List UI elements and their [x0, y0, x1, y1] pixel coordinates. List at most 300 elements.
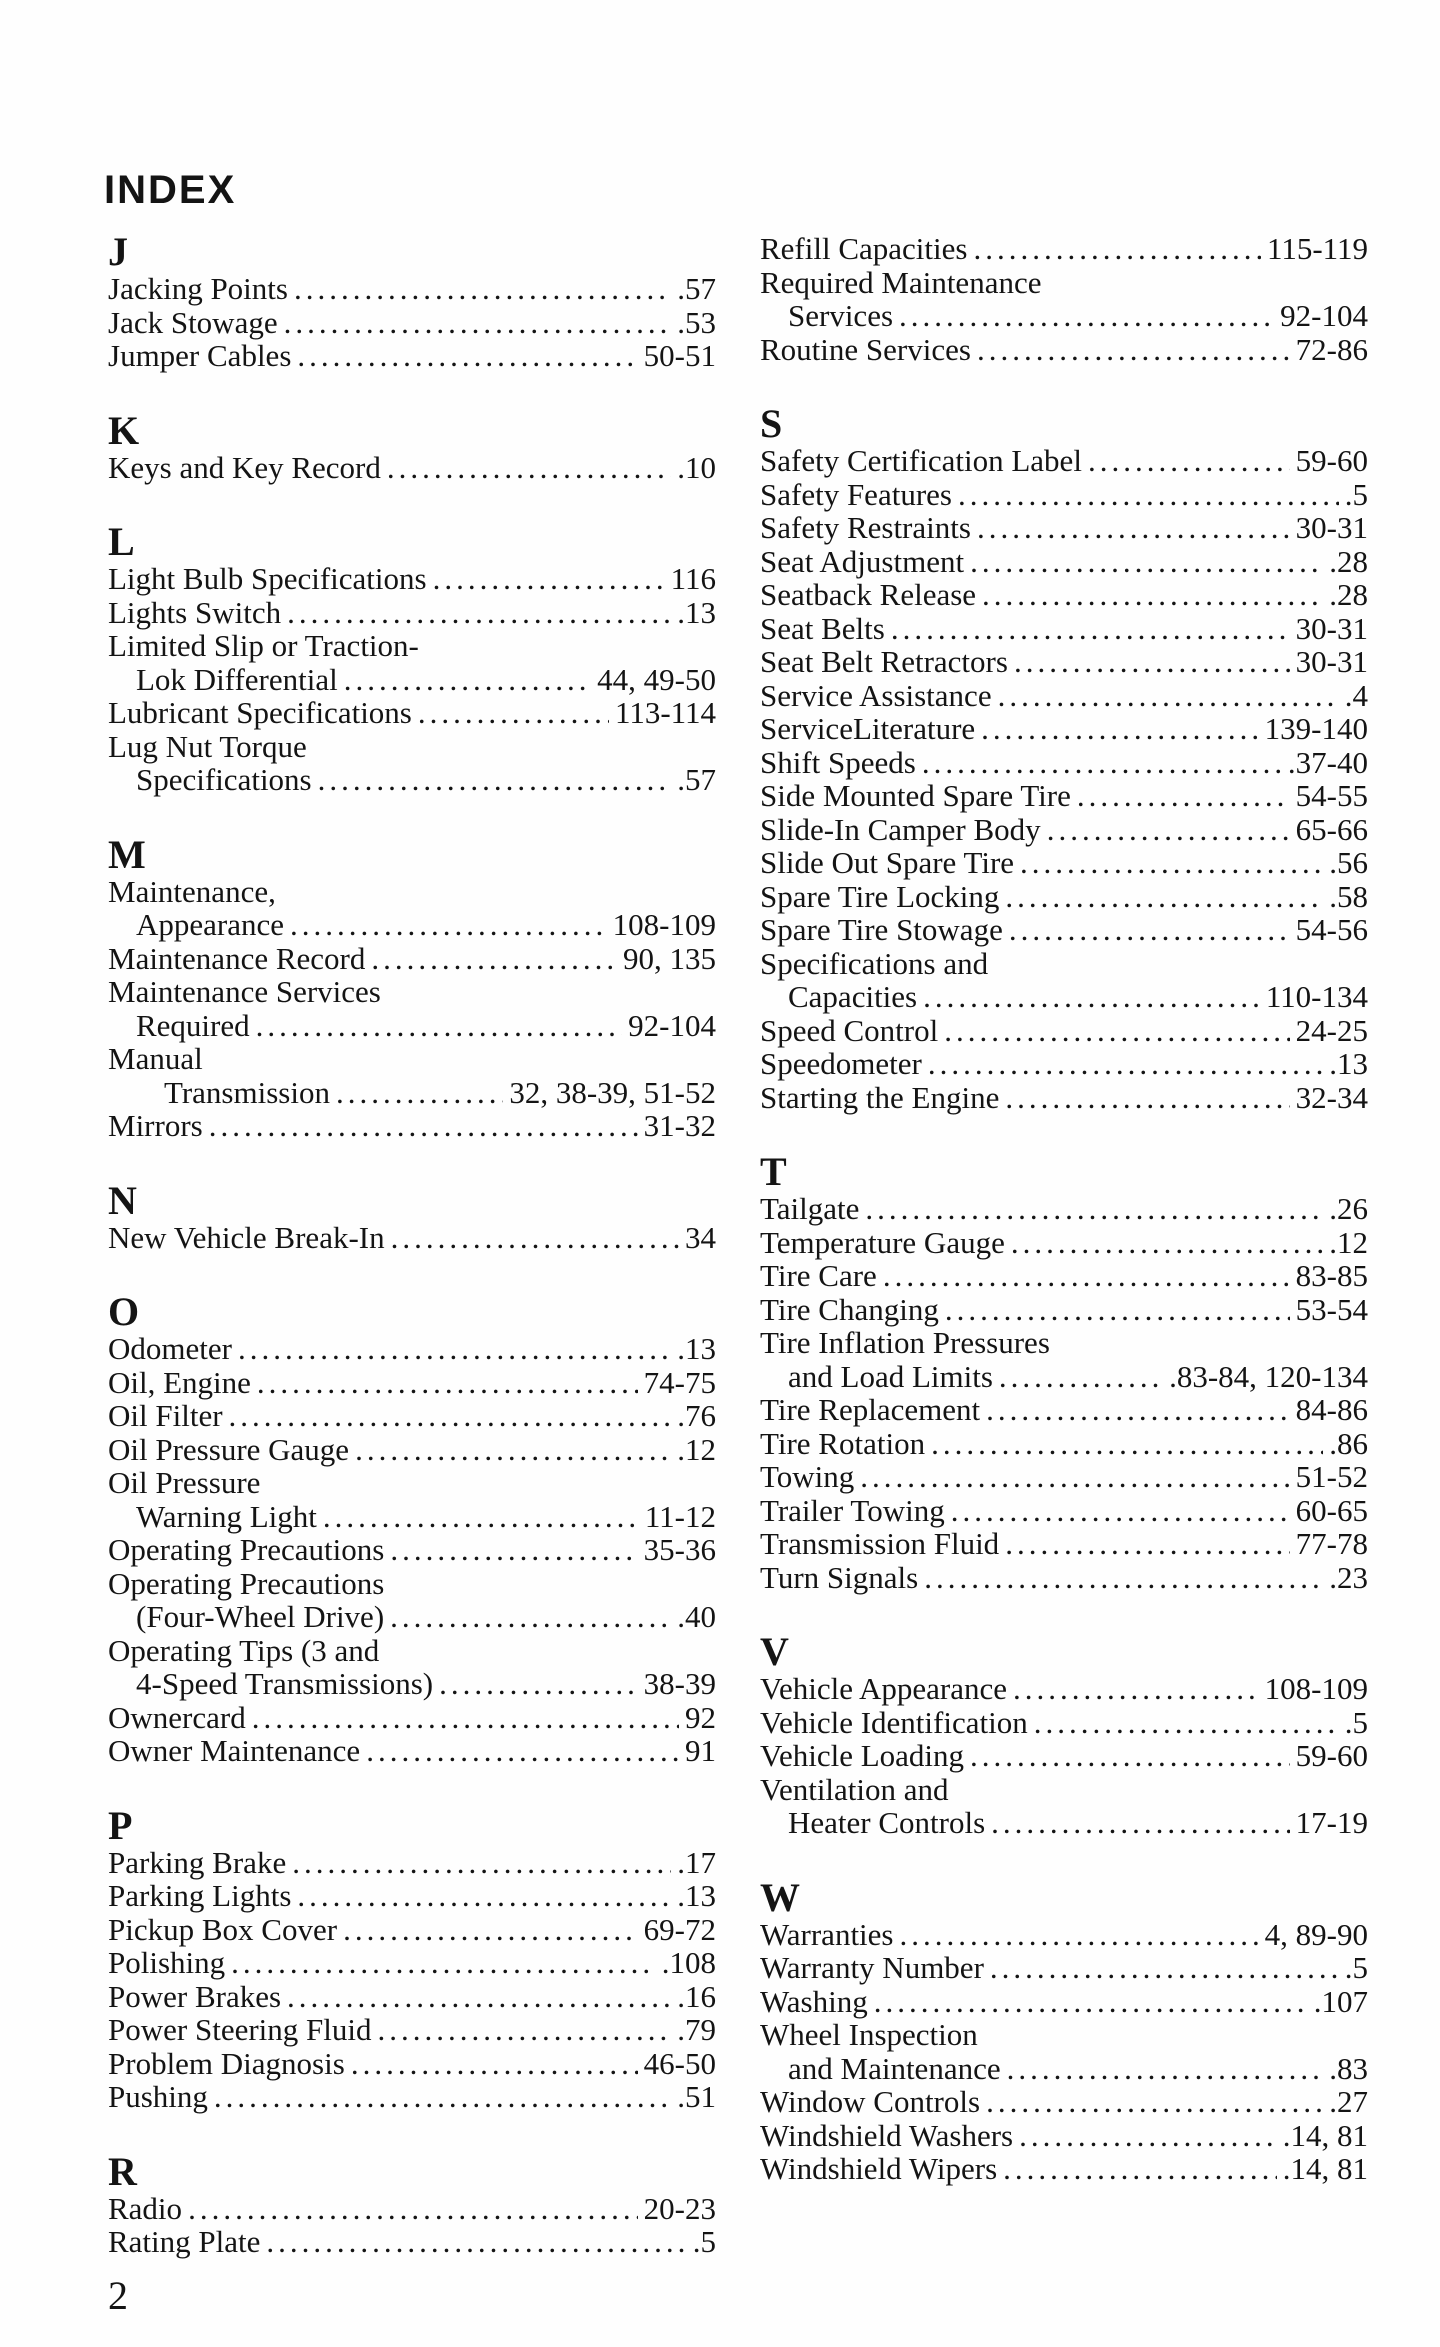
- entry-page-ref: 59-60: [1295, 443, 1368, 478]
- entry-label: Lubricant Specifications: [108, 695, 412, 730]
- section-letter: K: [108, 407, 140, 453]
- entry-label: Specifications: [136, 762, 312, 797]
- entry-page-ref: .53: [677, 304, 716, 340]
- index-entry: [108, 562, 716, 596]
- entry-page-ref: .5: [1344, 1950, 1368, 1985]
- entry-label: Polishing: [108, 1945, 226, 1980]
- entry-page-ref: 51-52: [1295, 1459, 1368, 1494]
- index-entry: [760, 779, 1368, 813]
- entry-label: Warranty Number: [760, 1950, 984, 1985]
- entry-page-ref: 83-85: [1295, 1258, 1368, 1293]
- index-entry: [760, 232, 1368, 266]
- dot-leader: [294, 272, 671, 306]
- index-section: [108, 831, 716, 1143]
- dot-leader: [1009, 913, 1290, 947]
- entry-label: Spare Tire Locking: [760, 878, 1000, 914]
- entry-label: Shift Speeds: [760, 744, 916, 780]
- entry-label: Side Mounted Spare Tire: [760, 778, 1071, 813]
- entry-label: Temperature Gauge: [760, 1224, 1005, 1260]
- dot-leader: [390, 1533, 637, 1567]
- entry-label: Operating Tips (3 and: [108, 1632, 380, 1668]
- index-section: [760, 1874, 1368, 2186]
- dot-leader: [923, 980, 1260, 1014]
- index-entry: [108, 875, 716, 942]
- entry-label: Vehicle Identification: [760, 1704, 1028, 1740]
- entry-page-ref: 92-104: [1280, 298, 1368, 333]
- entry-page-ref: 11-12: [644, 1498, 716, 1534]
- entry-label: Operating Precautions: [108, 1565, 385, 1601]
- dot-leader: [439, 1667, 638, 1701]
- entry-label: Slide Out Spare Tire: [760, 845, 1015, 880]
- entry-label: Maintenance Record: [108, 940, 366, 976]
- entry-label: Routine Services: [760, 331, 971, 367]
- entry-label: Heater Controls: [788, 1805, 986, 1840]
- entry-label: Spare Tire Stowage: [760, 912, 1003, 947]
- entry-label: Lok Differential: [136, 661, 338, 697]
- entry-page-ref: .58: [1329, 878, 1368, 914]
- entry-label: Parking Brake: [108, 1844, 287, 1880]
- index-entry: [108, 2225, 716, 2259]
- dot-leader: [860, 1460, 1289, 1494]
- entry-label: Seat Adjustment: [760, 543, 965, 579]
- entry-label: Services: [788, 298, 894, 333]
- index-entry: [760, 846, 1368, 880]
- entry-page-ref: .12: [677, 1431, 716, 1467]
- entry-label: Radio: [108, 2190, 183, 2226]
- dot-leader: [970, 545, 1323, 579]
- entry-label: Seat Belt Retractors: [760, 644, 1008, 679]
- index-entry: [760, 1259, 1368, 1293]
- entry-label: Washing: [760, 1983, 868, 2019]
- entry-page-ref: 17-19: [1295, 1805, 1368, 1840]
- index-entry: [108, 451, 716, 485]
- entry-page-ref: 65-66: [1295, 811, 1368, 847]
- entry-page-ref: 59-60: [1295, 1738, 1368, 1773]
- entry-page-ref: .57: [677, 271, 716, 306]
- index-entry: [108, 1634, 716, 1701]
- entry-page-ref: .51: [677, 2079, 716, 2114]
- index-entry: [108, 1042, 716, 1109]
- dot-leader: [290, 908, 607, 942]
- entry-page-ref: .4: [1344, 677, 1368, 713]
- section-letter: M: [108, 831, 146, 877]
- section-letter: V: [760, 1629, 789, 1674]
- entry-label: Pushing: [108, 2079, 208, 2114]
- index-entry: [108, 2192, 716, 2226]
- dot-leader: [990, 1951, 1339, 1985]
- index-entry: [760, 1918, 1368, 1952]
- entry-page-ref: 108-109: [612, 907, 716, 942]
- entry-page-ref: .107: [1313, 1983, 1368, 2019]
- entry-page-ref: 30-31: [1295, 610, 1368, 646]
- index-entry: [108, 1109, 716, 1143]
- section-letter: P: [108, 1802, 133, 1848]
- index-section: [108, 1177, 716, 1255]
- index-entry: [108, 629, 716, 696]
- dot-leader: [944, 1014, 1289, 1048]
- entry-page-ref: 46-50: [643, 2045, 716, 2081]
- index-entry: [108, 1946, 716, 1980]
- entry-label: Jumper Cables: [108, 338, 292, 373]
- dot-leader: [318, 763, 672, 797]
- entry-page-ref: .23: [1329, 1559, 1368, 1595]
- dot-leader: [1005, 880, 1323, 914]
- section-letter: N: [108, 1177, 137, 1223]
- entry-label: Keys and Key Record: [108, 449, 381, 485]
- page-number: 2: [108, 2273, 128, 2318]
- section-letter: R: [108, 2148, 137, 2194]
- entry-label: Tire Changing: [760, 1291, 939, 1327]
- dot-leader: [970, 1739, 1290, 1773]
- entry-label: Oil Filter: [108, 1398, 223, 1433]
- dot-leader: [1005, 1081, 1289, 1115]
- index-entry: [760, 1081, 1368, 1115]
- entry-page-ref: 115-119: [1266, 231, 1368, 266]
- dot-leader: [1019, 2119, 1277, 2153]
- index-section: [108, 2148, 716, 2259]
- entry-page-ref: .37-40: [1287, 744, 1368, 780]
- entry-label: Seatback Release: [760, 577, 977, 612]
- entry-page-ref: .14, 81: [1282, 2117, 1368, 2153]
- dot-leader: [891, 612, 1290, 646]
- entry-label: Ventilation and: [760, 1771, 949, 1807]
- entry-page-ref: 32-34: [1295, 1079, 1368, 1115]
- dot-leader: [287, 596, 671, 630]
- index-entry: [760, 2152, 1368, 2186]
- entry-label: Turn Signals: [760, 1559, 919, 1595]
- entry-label: New Vehicle Break-In: [108, 1219, 385, 1255]
- index-entry: [760, 1226, 1368, 1260]
- entry-page-ref: .13: [677, 594, 716, 630]
- entry-page-ref: .13: [1329, 1046, 1368, 1081]
- entry-page-ref: 69-72: [643, 1911, 716, 1947]
- dot-leader: [977, 511, 1290, 545]
- entry-label: Appearance: [136, 907, 285, 942]
- entry-page-ref: 60-65: [1295, 1492, 1368, 1528]
- entry-label: Jack Stowage: [108, 304, 278, 340]
- index-entry: [760, 333, 1368, 367]
- entry-label: Required Maintenance: [760, 264, 1042, 300]
- entry-label: Speedometer: [760, 1046, 922, 1081]
- entry-page-ref: 139-140: [1264, 711, 1368, 746]
- dot-leader: [991, 1806, 1290, 1840]
- index-entry: [760, 2085, 1368, 2119]
- index-entry: [760, 444, 1368, 478]
- dot-leader: [252, 1701, 679, 1735]
- entry-label: Required: [136, 1007, 250, 1043]
- dot-leader: [297, 1879, 671, 1913]
- index-entry: [108, 1913, 716, 1947]
- entry-label: Transmission: [164, 1074, 330, 1110]
- entry-page-ref: .56: [1329, 845, 1368, 880]
- entry-label: Capacities: [788, 979, 918, 1014]
- entry-page-ref: 30-31: [1295, 510, 1368, 545]
- dot-leader: [297, 339, 637, 373]
- dot-leader: [1011, 1226, 1323, 1260]
- entry-label: and Load Limits: [788, 1358, 993, 1394]
- index-entry: [108, 596, 716, 630]
- entry-page-ref: .12: [1329, 1224, 1368, 1260]
- entry-label: Service Assistance: [760, 677, 992, 713]
- index-column-left: [108, 229, 716, 2297]
- index-entry: [760, 880, 1368, 914]
- entry-label: Transmission Fluid: [760, 1526, 1000, 1561]
- entry-page-ref: 113-114: [614, 695, 716, 730]
- index-entry: [108, 339, 716, 373]
- entry-page-ref: .79: [677, 2012, 716, 2047]
- dot-leader: [238, 1332, 671, 1366]
- entry-page-ref: 84-86: [1295, 1392, 1368, 1427]
- dot-leader: [343, 1913, 638, 1947]
- index-entry: [760, 2018, 1368, 2085]
- entry-label: Safety Certification Label: [760, 443, 1082, 478]
- dot-leader: [951, 1494, 1290, 1528]
- entry-page-ref: 110-134: [1265, 979, 1368, 1014]
- entry-page-ref: .108: [661, 1945, 716, 1980]
- index-entry: [760, 1427, 1368, 1461]
- entry-page-ref: 50-51: [643, 338, 716, 373]
- index-entry: [760, 266, 1368, 333]
- entry-page-ref: .26: [1329, 1191, 1368, 1226]
- entry-page-ref: 116: [670, 561, 716, 596]
- index-entry: [108, 272, 716, 306]
- index-entry: [760, 1706, 1368, 1740]
- dot-leader: [231, 1946, 656, 1980]
- dot-leader: [977, 333, 1290, 367]
- dot-leader: [390, 1600, 671, 1634]
- dot-leader: [387, 451, 671, 485]
- entry-label: Speed Control: [760, 1012, 939, 1048]
- index-entry: [108, 1399, 716, 1433]
- entry-page-ref: 54-56: [1295, 912, 1368, 947]
- entry-page-ref: 30-31: [1295, 644, 1368, 679]
- entry-label: Towing: [760, 1459, 855, 1494]
- dot-leader: [287, 1980, 671, 2014]
- entry-page-ref: .40: [677, 1599, 716, 1634]
- entry-page-ref: 32, 38-39, 51-52: [509, 1074, 716, 1110]
- index-entry: [108, 306, 716, 340]
- entry-label: Window Controls: [760, 2084, 981, 2119]
- entry-label: Odometer: [108, 1331, 232, 1366]
- section-letter: W: [760, 1874, 800, 1920]
- entry-label: Warning Light: [136, 1498, 317, 1534]
- dot-leader: [973, 232, 1261, 266]
- index-entry: [760, 645, 1368, 679]
- dot-leader: [883, 1259, 1290, 1293]
- index-entry: [760, 1393, 1368, 1427]
- index-entry: [108, 696, 716, 730]
- entry-label: Operating Precautions: [108, 1532, 385, 1567]
- dot-leader: [931, 1427, 1323, 1461]
- dot-leader: [874, 1985, 1308, 2019]
- entry-label: Jacking Points: [108, 271, 288, 306]
- entry-label: Power Steering Fluid: [108, 2012, 372, 2047]
- entry-page-ref: .27: [1329, 2084, 1368, 2119]
- index-entry: [760, 1014, 1368, 1048]
- entry-page-ref: 92: [685, 1699, 716, 1735]
- dot-leader: [1013, 1672, 1259, 1706]
- entry-label: Oil Pressure: [108, 1465, 261, 1500]
- dot-leader: [214, 2080, 671, 2114]
- dot-leader: [928, 1047, 1323, 1081]
- entry-page-ref: .86: [1329, 1425, 1368, 1461]
- index-entry: [108, 942, 716, 976]
- dot-leader: [229, 1399, 672, 1433]
- entry-page-ref: .13: [677, 1331, 716, 1366]
- dot-leader: [1005, 1527, 1289, 1561]
- dot-leader: [391, 1221, 679, 1255]
- entry-label: Lights Switch: [108, 594, 282, 630]
- entry-label: Manual: [108, 1041, 203, 1076]
- entry-page-ref: .5: [1344, 476, 1368, 512]
- dot-leader: [209, 1109, 638, 1143]
- index-entry: [760, 1460, 1368, 1494]
- entry-page-ref: 4, 89-90: [1264, 1916, 1368, 1952]
- entry-page-ref: 54-55: [1295, 778, 1368, 813]
- entry-label: Windshield Washers: [760, 2117, 1014, 2153]
- index-entry: [760, 1951, 1368, 1985]
- index-section: [760, 1629, 1368, 1840]
- index-section: [108, 1802, 716, 2114]
- dot-leader: [986, 2085, 1323, 2119]
- dot-leader: [986, 1393, 1290, 1427]
- entry-label: Safety Features: [760, 476, 952, 512]
- dot-leader: [982, 578, 1323, 612]
- entry-label: Tire Replacement: [760, 1392, 981, 1427]
- dot-leader: [323, 1500, 639, 1534]
- entry-label: Rating Plate: [108, 2224, 261, 2259]
- dot-leader: [899, 299, 1274, 333]
- dot-leader: [256, 1009, 623, 1043]
- index-section: [108, 519, 716, 797]
- entry-label: Parking Lights: [108, 1878, 292, 1913]
- index-entry: [108, 975, 716, 1042]
- entry-label: Limited Slip or Traction-: [108, 628, 419, 663]
- index-entry: [760, 813, 1368, 847]
- entry-label: Trailer Towing: [760, 1492, 945, 1528]
- dot-leader: [1007, 2052, 1324, 2086]
- entry-page-ref: 24-25: [1295, 1012, 1368, 1048]
- dot-leader: [336, 1076, 503, 1110]
- index-entry: [108, 2013, 716, 2047]
- entry-label: Power Brakes: [108, 1978, 282, 2014]
- dot-leader: [371, 942, 617, 976]
- index-entry: [108, 1332, 716, 1366]
- entry-label: and Maintenance: [788, 2050, 1001, 2086]
- index-section: [760, 401, 1368, 1115]
- entry-page-ref: 38-39: [643, 1666, 716, 1701]
- index-entry: [760, 1561, 1368, 1595]
- index-entry: [760, 1326, 1368, 1393]
- index-entry: [108, 1846, 716, 1880]
- entry-page-ref: .5: [1344, 1704, 1368, 1740]
- dot-leader: [344, 663, 591, 697]
- index-section: [108, 407, 716, 485]
- index-entry: [760, 1739, 1368, 1773]
- index-entry: [760, 712, 1368, 746]
- index-entry: [760, 746, 1368, 780]
- dot-leader: [1014, 645, 1290, 679]
- entry-label: Pickup Box Cover: [108, 1911, 338, 1947]
- entry-page-ref: .16: [677, 1978, 716, 2014]
- dot-leader: [188, 2192, 638, 2226]
- entry-page-ref: .13: [677, 1878, 716, 1913]
- entry-page-ref: .83-84, 120-134: [1169, 1358, 1368, 1394]
- entry-label: Owner Maintenance: [108, 1733, 361, 1768]
- index-entry: [108, 1879, 716, 1913]
- entry-page-ref: .17: [677, 1844, 716, 1880]
- index-entry: [108, 1567, 716, 1634]
- index-entry: [760, 947, 1368, 1014]
- index-section: [108, 1289, 716, 1768]
- index-entry: [760, 1527, 1368, 1561]
- dot-leader: [865, 1192, 1323, 1226]
- dot-leader: [1047, 813, 1290, 847]
- entry-page-ref: 31-32: [643, 1108, 716, 1143]
- entry-page-ref: .14, 81: [1282, 2151, 1368, 2186]
- dot-leader: [257, 1366, 638, 1400]
- entry-page-ref: 53-54: [1295, 1291, 1368, 1327]
- dot-leader: [351, 2047, 638, 2081]
- index-entry: [108, 1221, 716, 1255]
- dot-leader: [1077, 779, 1290, 813]
- index-column-right: [760, 232, 1368, 2224]
- index-entry: [108, 1980, 716, 2014]
- index-section: [108, 229, 716, 373]
- index-entry: [108, 1533, 716, 1567]
- dot-leader: [292, 1846, 671, 1880]
- section-letter: T: [760, 1149, 787, 1194]
- index-entry: [108, 1366, 716, 1400]
- entry-page-ref: .5: [692, 2224, 716, 2259]
- dot-leader: [284, 306, 672, 340]
- entry-page-ref: 90, 135: [623, 940, 716, 976]
- index-entry: [108, 730, 716, 797]
- entry-label: Seat Belts: [760, 610, 885, 646]
- entry-label: Light Bulb Specifications: [108, 561, 427, 596]
- entry-page-ref: 35-36: [643, 1532, 716, 1567]
- entry-page-ref: .28: [1329, 543, 1368, 579]
- page-title: INDEX: [104, 168, 237, 212]
- entry-label: Tire Inflation Pressures: [760, 1325, 1050, 1360]
- entry-page-ref: 108-109: [1264, 1671, 1368, 1706]
- index-entry: [760, 1773, 1368, 1840]
- entry-page-ref: 44, 49-50: [597, 661, 716, 697]
- entry-label: Oil, Engine: [108, 1364, 251, 1400]
- entry-label: Lug Nut Torque: [108, 728, 307, 764]
- index-entry: [760, 1293, 1368, 1327]
- entry-page-ref: 74-75: [643, 1364, 716, 1400]
- dot-leader: [900, 1918, 1259, 1952]
- index-entry: [760, 913, 1368, 947]
- index-entry: [760, 545, 1368, 579]
- entry-label: Refill Capacities: [760, 231, 968, 266]
- dot-leader: [1034, 1706, 1339, 1740]
- entry-label: Wheel Inspection: [760, 2017, 978, 2052]
- dot-leader: [1020, 846, 1323, 880]
- index-entry: [760, 679, 1368, 713]
- index-entry: [760, 2119, 1368, 2153]
- entry-label: Warranties: [760, 1916, 894, 1952]
- entry-page-ref: 34: [685, 1219, 716, 1255]
- entry-label: ServiceLiterature: [760, 711, 976, 746]
- index-entry: [108, 2080, 716, 2114]
- dot-leader: [922, 746, 1282, 780]
- entry-label: (Four-Wheel Drive): [136, 1599, 385, 1634]
- entry-page-ref: .57: [677, 762, 716, 797]
- entry-label: Tire Rotation: [760, 1425, 926, 1461]
- dot-leader: [1088, 444, 1290, 478]
